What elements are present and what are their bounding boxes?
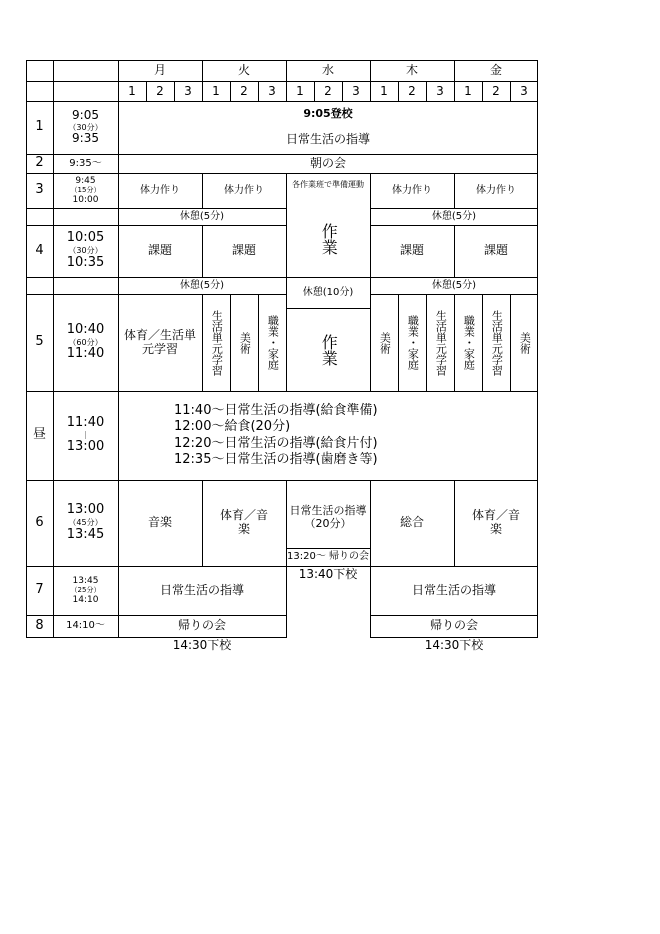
rest-label: 休憩(5分) bbox=[431, 210, 477, 222]
rest-label-wed: 休憩(10分) bbox=[302, 287, 354, 299]
time-end: 14:10 bbox=[72, 594, 99, 605]
period-number: 8 bbox=[35, 617, 44, 633]
class-thu: 課題 bbox=[399, 243, 424, 258]
wed-dismissal: 13:40下校 bbox=[298, 567, 358, 582]
sub-col-header: 2 bbox=[156, 83, 164, 98]
class-mon-tue: 日常生活の指導 bbox=[159, 582, 244, 597]
morning-meeting: 朝の会 bbox=[309, 155, 346, 170]
sub-col-header: 2 bbox=[324, 83, 332, 98]
sub-col-header: 1 bbox=[296, 83, 304, 98]
time-start: 11:40 bbox=[66, 414, 105, 430]
rest-label: 休憩(5分) bbox=[431, 279, 477, 291]
period-number: 6 bbox=[35, 514, 44, 530]
period-number: 5 bbox=[35, 334, 44, 350]
time-end: 10:00 bbox=[72, 194, 99, 205]
class-thu-1: 美術 bbox=[378, 331, 392, 354]
class-mon: 体育／生活単元学習 bbox=[123, 327, 196, 356]
time-duration: （45分） bbox=[68, 518, 103, 528]
period-time bbox=[53, 391, 118, 480]
class-tue-1: 生活単元学習 bbox=[210, 309, 224, 376]
class-fri-3: 美術 bbox=[518, 331, 532, 354]
sub-col-header: 1 bbox=[380, 83, 388, 98]
class-fri: 体力作り bbox=[476, 184, 516, 196]
class-wed-work: 作業 bbox=[319, 222, 339, 255]
lunch-line: 12:35～日常生活の指導(歯磨き等) bbox=[174, 451, 378, 467]
period-time bbox=[53, 294, 118, 391]
time-end: 10:35 bbox=[66, 254, 105, 270]
class-fri-1: 職業・家庭 bbox=[462, 315, 476, 370]
period-number: 1 bbox=[35, 119, 44, 135]
day-header-wed: 水 bbox=[321, 62, 334, 77]
sub-col-header: 3 bbox=[436, 83, 444, 98]
period-time bbox=[53, 480, 118, 566]
sub-col-header: 1 bbox=[212, 83, 220, 98]
class-fri-2: 生活単元学習 bbox=[490, 309, 504, 376]
period-time: 14:10～ bbox=[66, 620, 105, 632]
rest-label: 休憩(5分) bbox=[179, 279, 225, 291]
time-start: 13:45 bbox=[72, 576, 99, 587]
day-header-tue: 火 bbox=[237, 62, 250, 77]
class-thu-3: 生活単元学習 bbox=[434, 309, 448, 376]
class-thu: 体力作り bbox=[392, 184, 432, 196]
period-time bbox=[53, 101, 118, 154]
class-wed: 日常生活の指導（20分） bbox=[289, 504, 367, 530]
lunch-schedule bbox=[118, 391, 538, 480]
sub-col-header: 2 bbox=[492, 83, 500, 98]
time-duration: （60分） bbox=[68, 337, 103, 347]
class-tue-3: 職業・家庭 bbox=[266, 315, 280, 370]
class-mon: 体力作り bbox=[140, 184, 180, 196]
time-duration: （15分） bbox=[70, 186, 101, 195]
time-start: 13:00 bbox=[66, 502, 105, 518]
dismissal: 14:30下校 bbox=[172, 638, 232, 653]
period-time bbox=[53, 225, 118, 277]
lunch-line: 12:20～日常生活の指導(給食片付) bbox=[174, 435, 378, 451]
class-wed-work: 作業 bbox=[319, 333, 339, 366]
grid-line bbox=[202, 480, 203, 567]
time-end: 11:40 bbox=[66, 346, 105, 362]
class-tue-2: 美術 bbox=[238, 331, 252, 354]
daily-life-guidance: 日常生活の指導 bbox=[285, 132, 370, 147]
time-duration: （25分） bbox=[70, 586, 101, 595]
time-start: 10:40 bbox=[66, 321, 105, 337]
sub-col-header: 2 bbox=[408, 83, 416, 98]
sub-col-header: 3 bbox=[520, 83, 528, 98]
time-duration: （30分） bbox=[68, 246, 103, 256]
period-number: 昼 bbox=[32, 427, 46, 443]
class-tue: 課題 bbox=[231, 243, 256, 258]
sub-col-header: 1 bbox=[464, 83, 472, 98]
time-end: 13:00 bbox=[66, 439, 105, 455]
class-thu-2: 職業・家庭 bbox=[406, 315, 420, 370]
time-start: 9:05 bbox=[72, 108, 99, 123]
lunch-line: 11:40～日常生活の指導(給食準備) bbox=[174, 403, 378, 418]
class-tue: 体力作り bbox=[224, 184, 264, 196]
class-thu: 総合 bbox=[399, 515, 424, 530]
day-header-fri: 金 bbox=[489, 62, 502, 77]
time-start: 10:05 bbox=[66, 230, 105, 246]
closing-meeting: 帰りの会 bbox=[429, 618, 478, 633]
period-number: 4 bbox=[35, 242, 44, 258]
closing-meeting: 帰りの会 bbox=[177, 618, 226, 633]
period-time bbox=[53, 566, 118, 615]
time-duration: （30分） bbox=[68, 122, 103, 132]
time-end: 13:45 bbox=[66, 526, 105, 542]
class-wed-warmup: 各作業班で準備運動 bbox=[292, 179, 364, 189]
time-end: 9:35 bbox=[72, 131, 99, 146]
day-header-thu: 木 bbox=[405, 62, 418, 77]
period-number: 7 bbox=[35, 582, 44, 598]
sub-col-header: 1 bbox=[128, 83, 136, 98]
arrival-note: 9:05登校 bbox=[303, 106, 353, 120]
time-start: 9:45 bbox=[75, 176, 96, 187]
class-mon: 課題 bbox=[147, 243, 172, 258]
wed-closing-meeting: 13:20～ 帰りの会 bbox=[287, 551, 369, 563]
period-time: 9:35～ bbox=[69, 157, 102, 169]
time-separator: ｜ bbox=[81, 430, 90, 440]
sub-col-header: 3 bbox=[352, 83, 360, 98]
lunch-line: 12:00～給食(20分) bbox=[174, 419, 291, 435]
period-time bbox=[53, 173, 118, 208]
rest-label: 休憩(5分) bbox=[179, 210, 225, 222]
class-fri: 課題 bbox=[483, 243, 508, 258]
day-header-mon: 月 bbox=[153, 62, 166, 77]
period-number: 3 bbox=[35, 182, 44, 198]
grid-line bbox=[454, 480, 455, 567]
sub-col-header: 2 bbox=[240, 83, 248, 98]
sub-col-header: 3 bbox=[268, 83, 276, 98]
class-mon: 音楽 bbox=[147, 515, 172, 530]
class-tue: 体育／音楽 bbox=[219, 508, 268, 536]
sub-col-header: 3 bbox=[184, 83, 192, 98]
class-fri: 体育／音楽 bbox=[471, 508, 520, 536]
class-thu-fri: 日常生活の指導 bbox=[411, 582, 496, 597]
period-number: 2 bbox=[35, 155, 44, 171]
dismissal: 14:30下校 bbox=[424, 638, 484, 653]
